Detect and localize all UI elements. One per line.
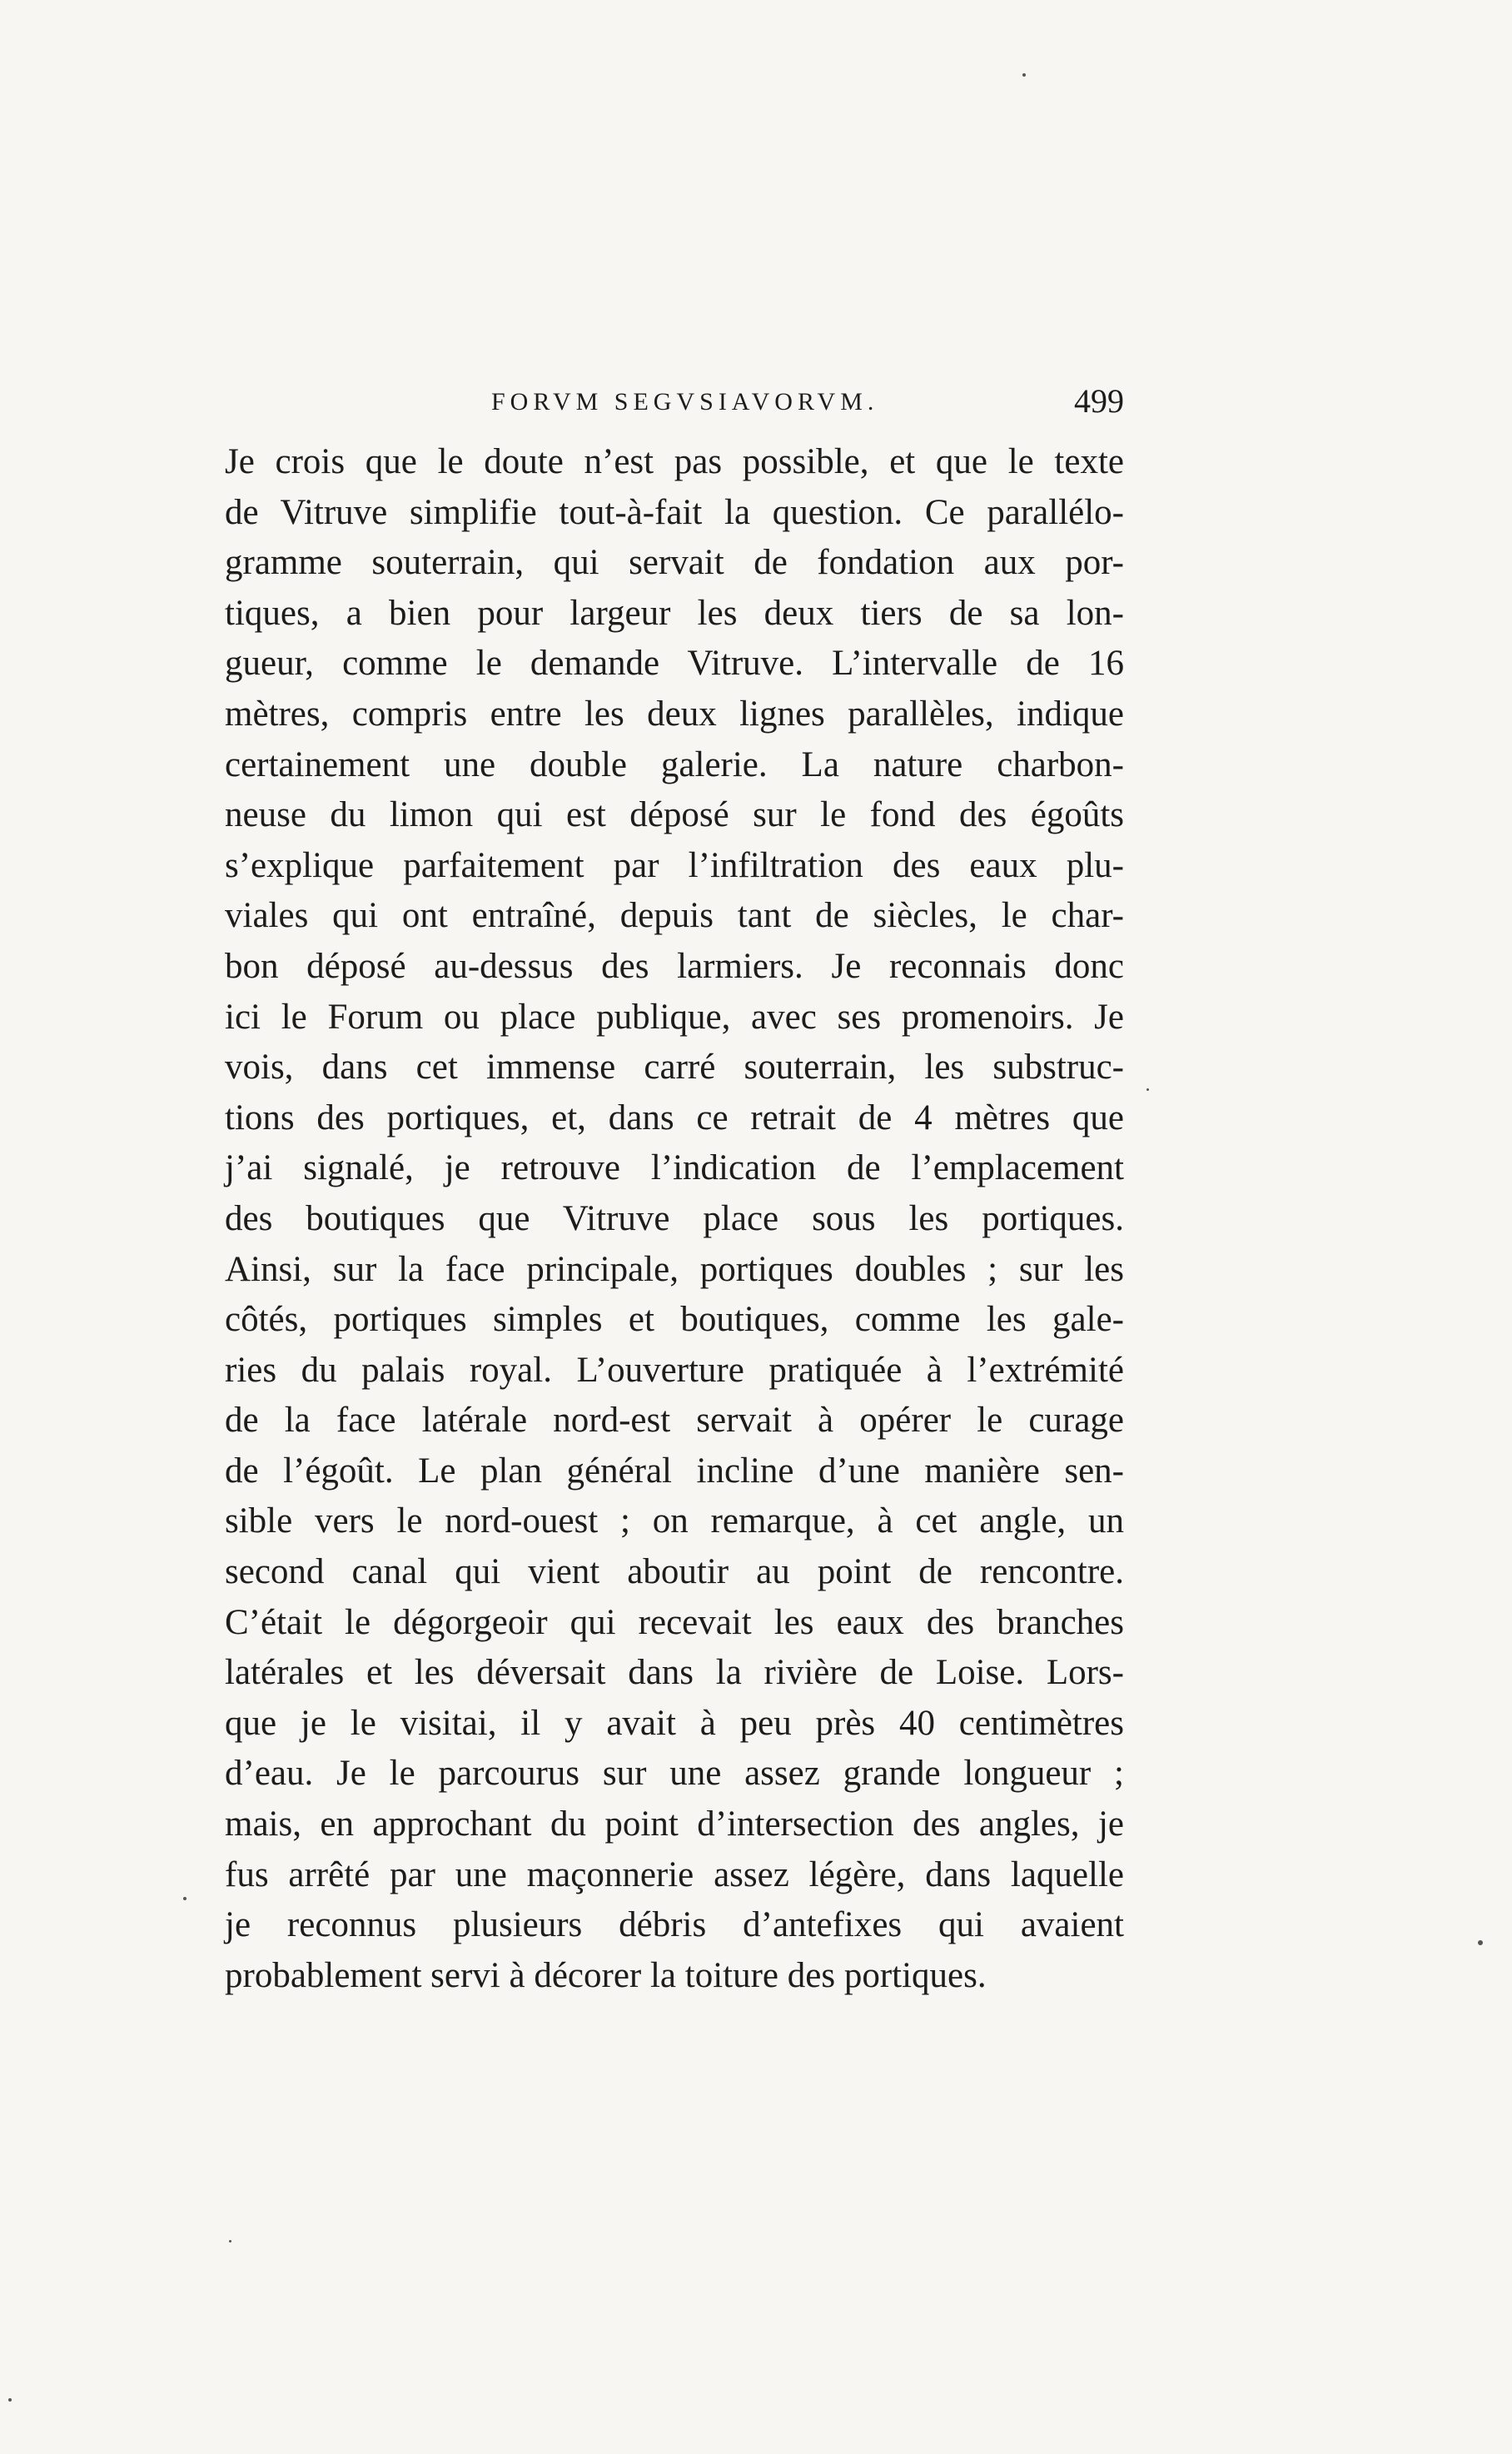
text-line: Ainsi, sur la face principale, portiques doubles ; sur les: [225, 1249, 1124, 1289]
text-line: vois, dans cet immense carré souterrain, les substruc-: [225, 1048, 1124, 1088]
text-line: fus arrêté par une maçonnerie assez légère, dans laquelle: [225, 1854, 1124, 1894]
text-line: neuse du limon qui est déposé sur le fond des égoûts: [225, 795, 1124, 835]
text-line: viales qui ont entraîné, depuis tant de siècles, le char-: [225, 896, 1124, 936]
text-line: j’ai signalé, je retrouve l’indication de l’emplacement: [225, 1148, 1124, 1188]
paper-speck: [1146, 1088, 1149, 1091]
running-head-title: FORVM SEGVSIAVORVM.: [491, 388, 879, 416]
text-line: de la face latérale nord-est servait à opérer le curage: [225, 1401, 1124, 1441]
paper-speck: [1478, 1940, 1483, 1945]
text-line: côtés, portiques simples et boutiques, comme les gale-: [225, 1300, 1124, 1340]
text-line: probablement servi à décorer la toiture des portiques.: [225, 1955, 987, 1995]
text-line: second canal qui vient aboutir au point de rencontre.: [225, 1552, 1124, 1592]
text-line: mais, en approchant du point d’intersection des angles, je: [225, 1804, 1124, 1844]
paper-speck: [229, 2240, 231, 2242]
text-line: des boutiques que Vitruve place sous les portiques.: [225, 1198, 1124, 1238]
text-line: ici le Forum ou place publique, avec ses promenoirs. Je: [225, 997, 1124, 1037]
text-line: sible vers le nord-ouest ; on remarque, à cet angle, un: [225, 1501, 1124, 1541]
text-line: je reconnus plusieurs débris d’antefixes qui avaient: [225, 1905, 1124, 1945]
text-line: tions des portiques, et, dans ce retrait de 4 mètres que: [225, 1098, 1124, 1137]
text-line: certainement une double galerie. La nature charbon-: [225, 744, 1124, 784]
text-line: C’était le dégorgeoir qui recevait les eaux des branches: [225, 1602, 1124, 1642]
text-line: latérales et les déversait dans la rivière de Loise. Lors-: [225, 1653, 1124, 1693]
text-line: ries du palais royal. L’ouverture pratiquée à l’extrémité: [225, 1350, 1124, 1390]
page-number: 499: [1074, 382, 1124, 420]
paper-speck: [1022, 73, 1026, 77]
running-head: [225, 381, 1124, 431]
text-line: que je le visitai, il y avait à peu près 40 centimètres: [225, 1703, 1124, 1743]
text-line: Je crois que le doute n’est pas possible, et que le texte: [225, 442, 1124, 481]
text-line: de l’égoût. Le plan général incline d’une manière sen-: [225, 1451, 1124, 1491]
text-line: de Vitruve simplifie tout-à-fait la question. Ce parallélo-: [225, 492, 1124, 532]
text-line: tiques, a bien pour largeur les deux tiers de sa lon-: [225, 593, 1124, 633]
text-line: d’eau. Je le parcourus sur une assez grande longueur ;: [225, 1754, 1124, 1794]
paper-speck: [183, 1897, 187, 1900]
text-line: bon déposé au-dessus des larmiers. Je reconnais donc: [225, 946, 1124, 986]
paper-speck: [8, 2398, 12, 2402]
text-line: mètres, compris entre les deux lignes parallèles, indique: [225, 694, 1124, 734]
text-line: gramme souterrain, qui servait de fondation aux por-: [225, 543, 1124, 583]
text-line: s’explique parfaitement par l’infiltration des eaux plu-: [225, 845, 1124, 885]
body-text: [225, 437, 1124, 2001]
text-line: gueur, comme le demande Vitruve. L’intervalle de 16: [225, 644, 1124, 684]
